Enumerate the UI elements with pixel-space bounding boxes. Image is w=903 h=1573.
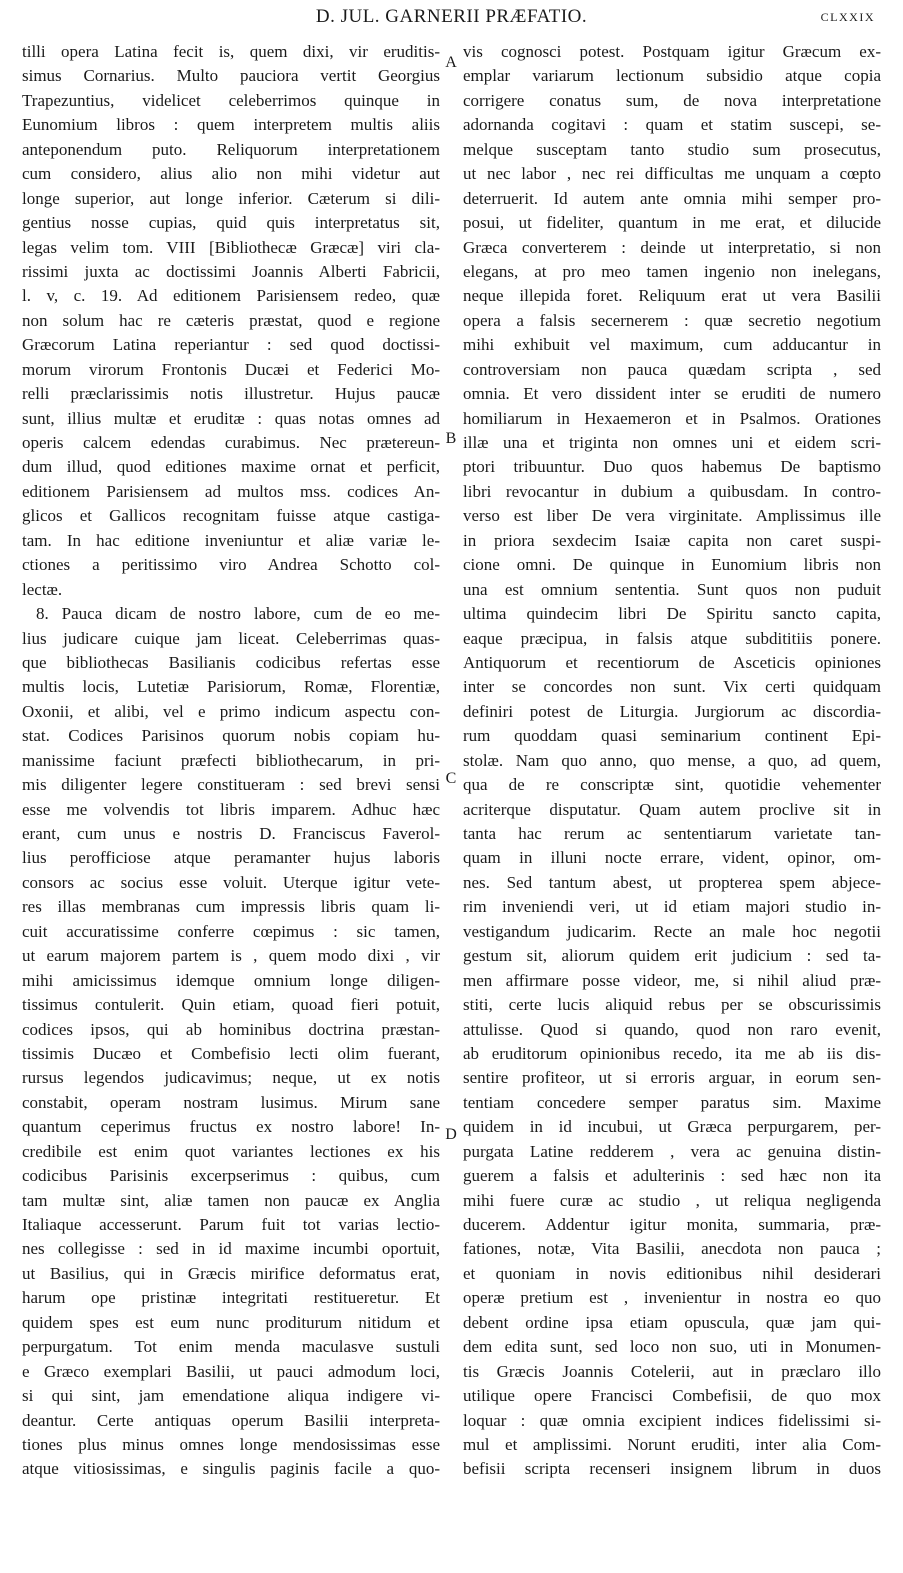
text-line: relli præclarissimis notis illustretur. Hujus paucæ [22, 384, 440, 404]
text-line: ducerem. Addentur igitur monita, summaria, præ- [463, 1215, 881, 1234]
text-line: mihi exhibuit vel maximum, cum adducantur in [463, 335, 881, 355]
text-line: qua de re conscriptæ sint, quotidie vehementer [463, 775, 881, 795]
text-line: legas velim tom. VIII [Bibliothecæ Græcæ] viri cla- [22, 237, 440, 257]
text-line: gentius nosse cupias, quid quis interpretatus sit, [22, 213, 440, 233]
text-line: editionem Parisiensem ad multos mss. codices An- [22, 481, 440, 501]
text-line: dum illud, quod editiones maxime ornat et perficit, [22, 457, 440, 477]
text-line: definiri potest de Liturgia. Jurgiorum ac discordia- [463, 701, 881, 721]
text-line: in priora sexdecim Isaiæ capita non caret suspi- [463, 530, 881, 550]
text-line: tissimis Ducæo et Combefisio lecti olim fuerant, [22, 1043, 440, 1063]
text-line: tanta hac rerum ac sententiarum varietate tan- [463, 824, 881, 843]
text-line: erant, cum unus e nostris D. Franciscus Faverol- [22, 824, 440, 843]
left-column [22, 40, 440, 1482]
text-line: rim inveniendi veri, ut id etiam majori studio in- [463, 897, 881, 917]
text-line: rum quoddam quasi seminarium continent Epi- [463, 726, 881, 746]
text-line: que bibliothecas Basilianis codicibus refertas esse [22, 652, 440, 672]
text-line: debent ordine ipsa etiam opuscula, quæ jam qui- [463, 1312, 881, 1332]
text-line: Græcorum Latina reperiantur : sed quod doctissi- [22, 335, 440, 355]
text-line: vestigandum judicarim. Recte an male hoc negotii [463, 921, 881, 941]
text-line: acriterque disputatur. Quam autem proclive sit in [463, 799, 881, 819]
text-line: rissimi juxta ac doctissimi Joannis Alberti Fabricii, [22, 261, 440, 281]
text-line: controversiam non pauca quædam scripta , sed [463, 359, 881, 379]
text-line: perpurgatum. Tot enim menda maculasve sustuli [22, 1337, 440, 1357]
running-head [0, 4, 903, 34]
text-line: manissime faciunt præfecti bibliothecarum, in pri- [22, 750, 440, 770]
text-line: libri revocantur in dubium a quibusdam. In contro- [463, 481, 881, 501]
text-line: neque illepida foret. Reliquum erat ut vera Basilii [463, 286, 881, 306]
text-line: stolæ. Nam quo anno, quo mense, a quo, ad quem, [463, 750, 881, 770]
text-line: tissimus contulerit. Quin etiam, quoad fieri potuit, [22, 995, 440, 1015]
text-line: Trapezuntius, videlicet celeberrimos quinque in [22, 90, 440, 110]
text-line: atque vitiosissimas, e singulis paginis facile a quo- [22, 1459, 440, 1479]
text-line: constabit, operam nostram lusimus. Mirum sane [22, 1092, 440, 1112]
text-line: lectæ. [22, 579, 63, 599]
text-line: utilique opere Francisci Combefisii, de quo mox [463, 1386, 881, 1406]
text-line: quidem spes est eum nunc proditurum nitidum et [22, 1312, 440, 1332]
text-line: stat. Codices Parisinos quorum nobis copiam hu- [22, 726, 440, 746]
text-line: adornanda cogitavi : quam et statim suscepi, se- [463, 115, 881, 135]
text-line: vis cognosci potest. Postquam igitur Græcum ex- [463, 42, 881, 61]
text-line: non solum hac re cæteris præstat, quod e regione [22, 310, 440, 330]
text-line: cum considero, alius alio non mihi videtur aut [22, 164, 440, 184]
text-line: ut nec labor , nec rei difficultas me unquam a cœpto [463, 164, 881, 184]
text-line: operis calcem edendas curabimus. Nec prætereun- [22, 433, 440, 452]
text-line: 8. Pauca dicam de nostro labore, cum de eo me- [36, 604, 440, 624]
text-line: tilli opera Latina fecit is, quem dixi, vir eruditis- [22, 42, 440, 61]
text-line: codicibus Parisinis excerpserimus : quibus, cum [22, 1166, 440, 1186]
text-line: elegans, at pro meo tamen ingenio non inelegans, [463, 261, 881, 281]
margin-letter-a: A [445, 54, 457, 71]
text-line: inter se concordes non sunt. Vix certi quidquam [463, 677, 881, 697]
text-line: guerem a falsis et adulterinis : sed hæc non ita [463, 1166, 881, 1186]
text-line: simus Cornarius. Multo pauciora vertit Georgius [22, 66, 440, 86]
text-line: purgata Latine redderem , vera ac genuina distin- [463, 1141, 881, 1161]
text-line: homiliarum in Hexaemeron et in Psalmos. Orationes [463, 408, 881, 428]
text-line: Eunomium libros : quem interpretem multis aliis [22, 115, 440, 135]
text-line: fationes, notæ, Vita Basilii, anecdota non pauca ; [463, 1239, 881, 1259]
text-line: omnia. Et vero dissident inter se eruditi de numero [463, 384, 881, 404]
margin-letter-b: B [445, 430, 457, 447]
text-line: eaque præcipua, in falsis atque subdititiis ponere. [463, 628, 881, 648]
text-line: multis locis, Lutetiæ Parisiorum, Romæ, Florentiæ, [22, 677, 440, 697]
text-line: Italiaque accesserunt. Parum fuit tot varias lectio- [22, 1215, 440, 1234]
text-line: opera a falsis secernerem : quæ secretio negotium [463, 310, 881, 330]
text-line: longe superior, aut longe inferior. Cæterum si dili- [22, 188, 440, 208]
text-line: harum ope pristinæ integritati restitueretur. Et [22, 1288, 440, 1308]
text-line: tis Græcis Joannis Cotelerii, aut in præclaro illo [463, 1361, 881, 1381]
folio-number: CLXXIX [820, 10, 875, 24]
text-line: tam. In hac editione inveniuntur et aliæ variæ le- [22, 530, 440, 550]
text-line: ut Basilius, qui in Græcis mirifice deformatus erat, [22, 1263, 440, 1283]
text-line: rursus legendos judicavimus; neque, ut ex notis [22, 1068, 440, 1088]
text-line: et quoniam in novis editionibus nihil desiderari [463, 1263, 881, 1283]
text-line: ut earum majorem partem is , quem modo dixi , vir [22, 946, 440, 966]
text-line: sentire profiteor, ut si erroris arguar, in eorum sen- [463, 1068, 881, 1088]
text-line: l. v, c. 19. Ad editionem Parisiensem redeo, quæ [22, 286, 440, 306]
text-line: Antiquorum et recentiorum de Asceticis opiniones [463, 652, 881, 672]
text-line: morum virorum Frontonis Ducæi et Federici Mo- [22, 359, 440, 379]
text-line: quantum ceperimus fructus ex nostro labore! In- [22, 1117, 440, 1137]
text-line: befisii scripta recenseri insignem librum in duos [463, 1459, 881, 1479]
text-line: esse me volvendis tot libris imparem. Adhuc hæc [22, 799, 440, 819]
text-line: mihi amicissimus idemque omnium longe diligen- [22, 970, 440, 990]
text-line: e Græco exemplari Basilii, ut pauci admodum loci, [22, 1361, 440, 1381]
text-line: si qui sint, jam emendatione aliqua indigere vi- [22, 1386, 440, 1406]
text-line: corrigere conatus sum, de nova interpretatione [463, 90, 881, 110]
text-line: mis diligenter legere constitueram : sed brevi sensi [22, 775, 440, 795]
text-line: mul et amplissimi. Norunt eruditi, inter alia Com- [463, 1434, 881, 1454]
text-line: lius perofficiose atque peramanter hujus laboris [22, 848, 440, 868]
text-line: credibile est enim quot variantes lectiones ex his [22, 1141, 440, 1161]
text-line: res illas membranas cum impressis libris quam li- [22, 897, 440, 917]
text-line: tentiam concedere semper paratus sim. Maxime [463, 1092, 881, 1112]
text-line: anteponendum puto. Reliquorum interpretationem [22, 139, 440, 159]
text-line: illæ una et triginta non omnes uni et eidem scri- [463, 433, 881, 452]
text-line: tam multæ sint, aliæ tamen non paucæ ex Anglia [22, 1190, 440, 1210]
text-line: una est omnium sententia. Sunt quos non puduit [463, 579, 881, 599]
text-line: attulisse. Quod si quando, quod non raro evenit, [463, 1019, 881, 1039]
text-line: emplar variarum lectionum subsidio atque copia [463, 66, 881, 86]
text-line: nes collegisse : sed in id maxime incumbi oportuit, [22, 1239, 440, 1259]
text-line: verso est liber De vera virginitate. Amplissimus ille [463, 506, 881, 526]
text-line: mihi fuere curæ ac studio , ut reliqua negligenda [463, 1190, 881, 1210]
text-line: dem edita sunt, sed loco non suo, uti in Monumen- [463, 1337, 881, 1357]
text-line: quam in illuni nocte errare, vident, opinor, om- [463, 848, 881, 868]
text-line: Oxonii, et alibi, vel e primo indicum aspectu con- [22, 701, 440, 721]
text-line: melque susceptam tanto studio sum prosecutus, [463, 139, 881, 159]
text-line: men affirmare posse videor, me, si nihil aliud præ- [463, 970, 881, 990]
text-line: lius judicare cuique jam liceat. Celeberrimas quas- [22, 628, 440, 648]
text-line: sunt, illius multæ et eruditæ : quas notas omnes ad [22, 408, 440, 428]
text-line: cione omni. De quinque in Eunomium libris non [463, 555, 881, 575]
text-line: stiti, certe lucis aliquid rebus per se obscurissimis [463, 995, 881, 1015]
text-line: deterruerit. Id autem ante omnia mihi semper pro- [463, 188, 881, 208]
text-line: gestum sit, aliorum quidem erit judicium : sed ta- [463, 946, 881, 966]
text-line: ctiones a peritissimo viro Andrea Schotto col- [22, 555, 440, 575]
text-line: ultima quindecim libri De Spiritu sancto capita, [463, 604, 881, 624]
text-line: loquar : quæ omnia excipient indices fidelissimi si- [463, 1410, 881, 1430]
text-line: quidem in id incubui, ut Græca perpurgarem, per- [463, 1117, 881, 1137]
text-line: glicos et Gallicos recognitam fuisse atque castiga- [22, 506, 440, 526]
text-line: nes. Sed tantum abest, ut propterea spem abjece- [463, 872, 881, 892]
text-line: posui, ut fideliter, quantum in me erat, et dilucide [463, 213, 881, 233]
margin-letter-d: D [445, 1126, 457, 1143]
page-title: D. JUL. GARNERII PRÆFATIO. [315, 6, 588, 27]
text-line: cuit accuratissime conferre cœpimus : sic tamen, [22, 921, 440, 941]
text-line: ab eruditorum opinionibus recedo, ita me ab iis dis- [463, 1043, 881, 1063]
text-line: operæ pretium est , invenientur in nostra eo quo [463, 1288, 881, 1308]
text-line: consors ac socius esse voluit. Uterque igitur vete- [22, 872, 440, 892]
margin-letter-c: C [445, 770, 457, 787]
text-line: Græca converterem : deinde ut interpretatio, si non [463, 237, 881, 257]
text-line: tiones plus minus omnes longe mendosissimas esse [22, 1434, 440, 1454]
text-line: deantur. Certe antiquas operum Basilii interpreta- [22, 1410, 440, 1430]
right-column [463, 40, 881, 1482]
text-line: codices ipsos, qui ab hominibus doctrina præstan- [22, 1019, 440, 1039]
text-line: ptori tribuuntur. Duo quos habemus De baptismo [463, 457, 881, 477]
